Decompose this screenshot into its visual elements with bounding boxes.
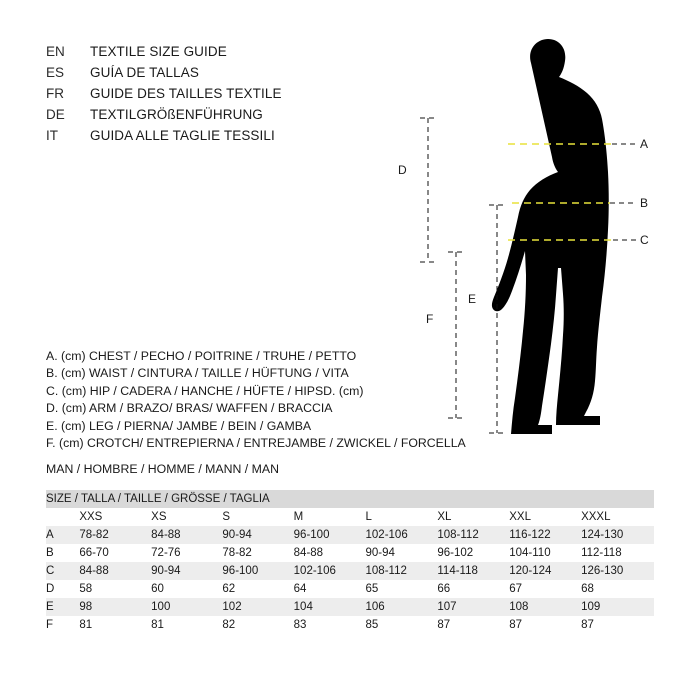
table-row [46, 526, 654, 544]
language-row [46, 86, 376, 107]
dimension-label-e: E [468, 292, 477, 306]
language-code: IT [46, 128, 58, 143]
callout-label-b: B [640, 196, 649, 210]
legend-line: B. (cm) WAIST / CINTURA / TAILLE / HÜFTUNG / VITA [46, 366, 349, 381]
row-label: F [46, 616, 79, 634]
table-cell: 96-100 [222, 562, 293, 580]
dimension-label-d: D [398, 163, 407, 177]
table-cell: 68 [581, 580, 654, 598]
table-cell: 90-94 [222, 526, 293, 544]
callout-leader-lines [610, 144, 636, 240]
table-cell: 60 [151, 580, 222, 598]
table-cell: 84-88 [79, 562, 151, 580]
table-cell: 64 [294, 580, 366, 598]
table-cell: 90-94 [151, 562, 222, 580]
row-label: E [46, 598, 79, 616]
table-cell: 81 [79, 616, 151, 634]
column-header: XXXL [581, 508, 654, 526]
table-cell: 58 [79, 580, 151, 598]
legend-block [46, 348, 466, 452]
table-cell: 78-82 [222, 544, 293, 562]
language-title: TEXTILGRÖßENFÜHRUNG [90, 107, 263, 122]
size-table [46, 490, 654, 634]
language-row [46, 107, 376, 128]
column-header [46, 508, 79, 526]
dimension-d [420, 118, 436, 262]
column-header: S [222, 508, 293, 526]
silhouette-body [492, 39, 609, 434]
language-code: FR [46, 86, 64, 101]
man-silhouette [492, 39, 609, 434]
language-title: GUÍA DE TALLAS [90, 65, 199, 80]
gender-label: MAN / HOMBRE / HOMME / MANN / MAN [46, 462, 279, 476]
language-code: ES [46, 65, 65, 80]
language-title: GUIDE DES TAILLES TEXTILE [90, 86, 282, 101]
table-cell: 98 [79, 598, 151, 616]
language-row [46, 44, 376, 65]
legend-line: C. (cm) HIP / CADERA / HANCHE / HÜFTE / HIPSD. (cm) [46, 383, 364, 398]
table-row [46, 580, 654, 598]
table-cell: 66-70 [79, 544, 151, 562]
table-cell: 87 [581, 616, 654, 634]
row-label: B [46, 544, 79, 562]
legend-line: A. (cm) CHEST / PECHO / POITRINE / TRUHE / PETTO [46, 349, 357, 363]
table-caption: SIZE / TALLA / TAILLE / GRÖSSE / TAGLIA [46, 490, 654, 508]
column-header: M [294, 508, 366, 526]
table-row [46, 598, 654, 616]
table-cell: 112-118 [581, 544, 654, 562]
table-cell: 87 [509, 616, 581, 634]
table-cell: 108 [509, 598, 581, 616]
table-cell: 107 [437, 598, 509, 616]
table-cell: 108-112 [437, 526, 509, 544]
table-cell: 102 [222, 598, 293, 616]
table-row [46, 616, 654, 634]
table-cell: 90-94 [366, 544, 438, 562]
table-cell: 102-106 [366, 526, 438, 544]
table-cell: 83 [294, 616, 366, 634]
callout-label-a: A [640, 137, 649, 151]
table-cell: 124-130 [581, 526, 654, 544]
dimension-e [489, 205, 505, 433]
row-label: C [46, 562, 79, 580]
table-cell: 84-88 [151, 526, 222, 544]
table-cell: 72-76 [151, 544, 222, 562]
language-title: TEXTILE SIZE GUIDE [90, 44, 227, 59]
size-table-wrap [46, 490, 654, 634]
table-cell: 78-82 [79, 526, 151, 544]
table-cell: 116-122 [509, 526, 581, 544]
table-cell: 84-88 [294, 544, 366, 562]
table-cell: 106 [366, 598, 438, 616]
table-row [46, 562, 654, 580]
language-row [46, 65, 376, 86]
table-cell: 66 [437, 580, 509, 598]
language-row [46, 128, 376, 149]
table-cell: 108-112 [366, 562, 438, 580]
dimension-label-f: F [426, 312, 434, 326]
table-cell: 126-130 [581, 562, 654, 580]
table-caption-row [46, 490, 654, 508]
table-header-row [46, 508, 654, 526]
table-cell: 65 [366, 580, 438, 598]
table-cell: 81 [151, 616, 222, 634]
table-cell: 67 [509, 580, 581, 598]
table-cell: 96-102 [437, 544, 509, 562]
table-row [46, 544, 654, 562]
table-cell: 102-106 [294, 562, 366, 580]
legend-line: E. (cm) LEG / PIERNA/ JAMBE / BEIN / GAMBA [46, 418, 312, 433]
table-cell: 100 [151, 598, 222, 616]
legend-line: F. (cm) CROTCH/ ENTREPIERNA / ENTREJAMBE / ZWICKEL / FORCELLA [46, 436, 466, 451]
table-cell: 96-100 [294, 526, 366, 544]
language-code: DE [46, 107, 65, 122]
row-label: A [46, 526, 79, 544]
table-cell: 109 [581, 598, 654, 616]
row-label: D [46, 580, 79, 598]
table-cell: 104 [294, 598, 366, 616]
language-title: GUIDA ALLE TAGLIE TESSILI [90, 128, 275, 143]
column-header: XXS [79, 508, 151, 526]
table-cell: 82 [222, 616, 293, 634]
table-cell: 87 [437, 616, 509, 634]
column-header: L [366, 508, 438, 526]
column-header: XL [437, 508, 509, 526]
table-cell: 104-110 [509, 544, 581, 562]
table-cell: 62 [222, 580, 293, 598]
legend-line: D. (cm) ARM / BRAZO/ BRAS/ WAFFEN / BRACCIA [46, 401, 333, 416]
table-cell: 85 [366, 616, 438, 634]
language-code: EN [46, 44, 65, 59]
language-header-block [46, 44, 376, 149]
column-header: XXL [509, 508, 581, 526]
table-cell: 114-118 [437, 562, 509, 580]
column-header: XS [151, 508, 222, 526]
table-cell: 120-124 [509, 562, 581, 580]
callout-label-c: C [640, 233, 649, 247]
